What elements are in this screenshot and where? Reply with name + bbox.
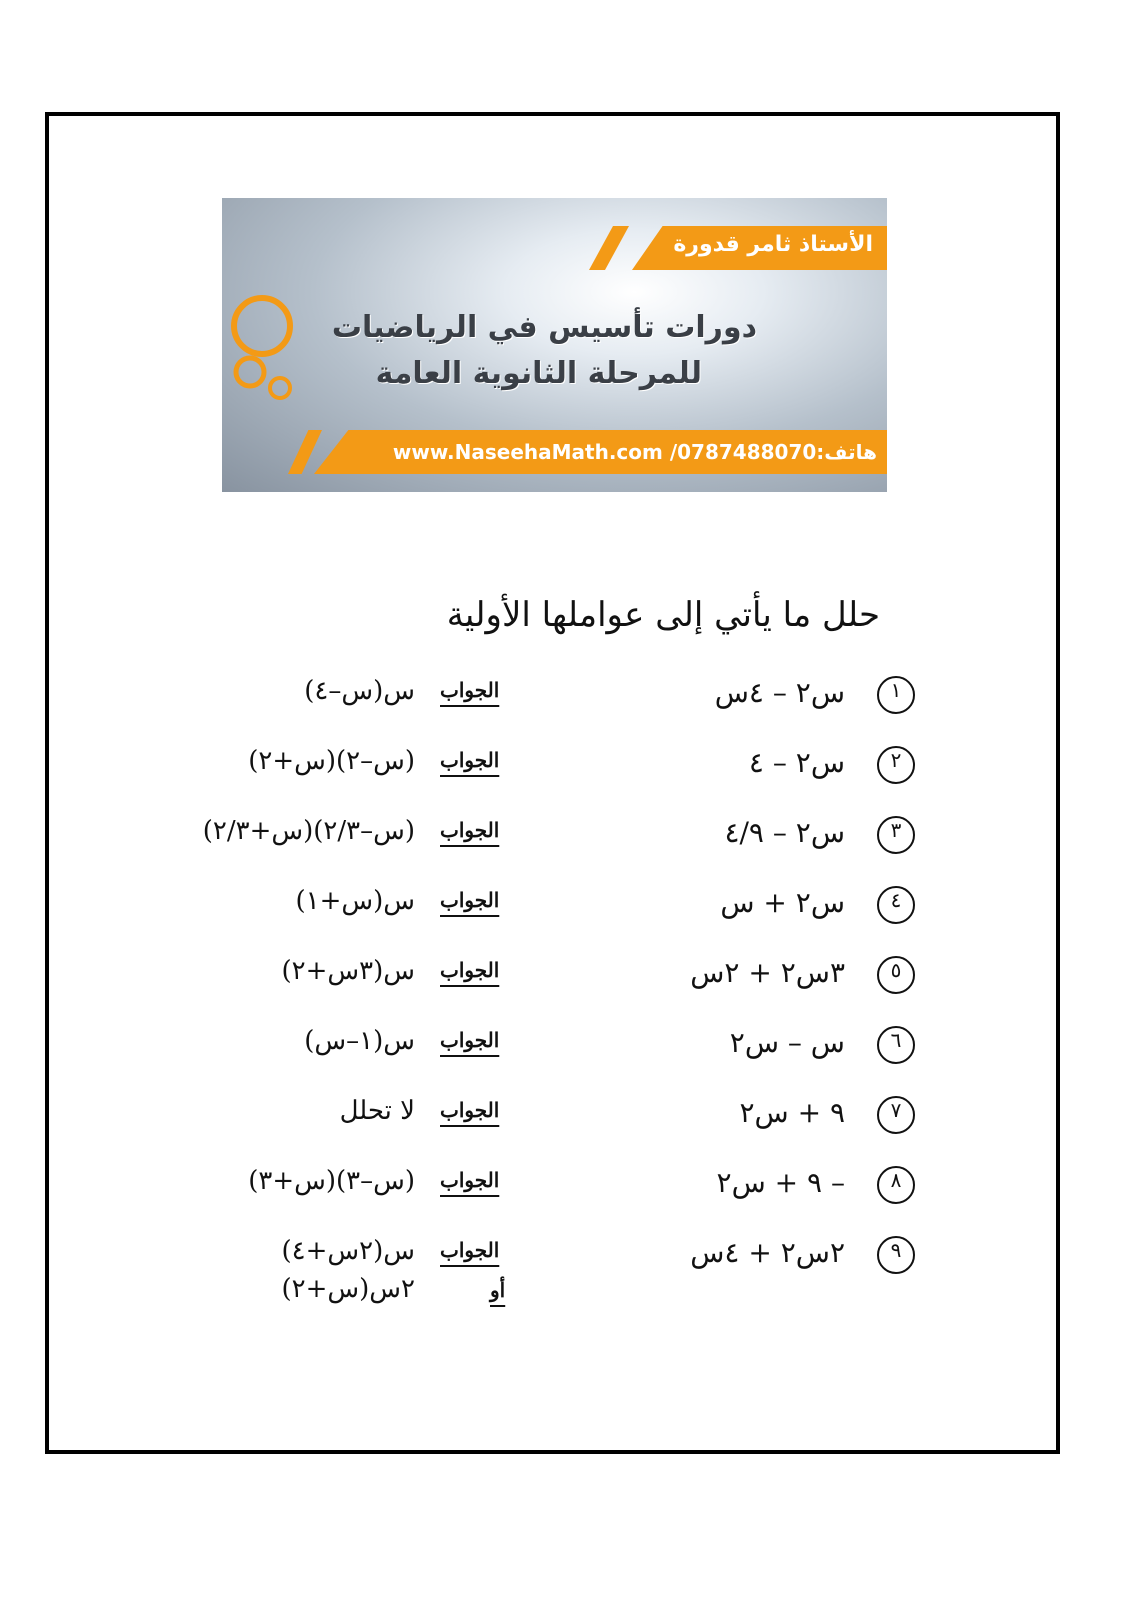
exercise-question: ٢س٢ + ٤س bbox=[690, 1236, 845, 1269]
exercise-question: س٢ + س bbox=[720, 886, 845, 919]
answer-label: الجواب bbox=[440, 1028, 500, 1052]
answer-label: الجواب bbox=[440, 888, 500, 912]
answer-label: الجواب bbox=[440, 1168, 500, 1192]
exercise-answer-alt: ٢س(س+٢) bbox=[281, 1274, 415, 1304]
exercise-number: ٦ bbox=[877, 1026, 915, 1064]
exercise-answer: س(٣س+٢) bbox=[281, 956, 415, 986]
exercise-answer: (س–٢/٣)(س+٢/٣) bbox=[202, 816, 415, 846]
exercise-row bbox=[170, 1160, 940, 1220]
answer-label: الجواب bbox=[440, 958, 500, 982]
exercise-row bbox=[170, 810, 940, 870]
answer-label: الجواب bbox=[440, 818, 500, 842]
exercise-question: س٢ – ٤س bbox=[714, 676, 845, 709]
banner-accent-stripe bbox=[589, 226, 629, 270]
answer-label: الجواب bbox=[440, 678, 500, 702]
exercise-row bbox=[170, 1090, 940, 1150]
worksheet bbox=[170, 565, 940, 1325]
exercise-row bbox=[170, 740, 940, 800]
decorative-circles bbox=[222, 288, 312, 428]
exercise-answer: (س–٢)(س+٢) bbox=[248, 746, 415, 776]
exercise-question: ٣س٢ + ٢س bbox=[690, 956, 845, 989]
exercise-number: ١ bbox=[877, 676, 915, 714]
exercise-number: ٧ bbox=[877, 1096, 915, 1134]
or-label: أو bbox=[490, 1278, 506, 1302]
exercise-answer: س(س–٤) bbox=[304, 676, 415, 706]
exercise-row bbox=[170, 1230, 940, 1320]
exercise-row bbox=[170, 1020, 940, 1080]
exercise-number: ٣ bbox=[877, 816, 915, 854]
exercise-answer: (س–٣)(س+٣) bbox=[248, 1166, 415, 1196]
exercise-answer: س(٢س+٤) bbox=[281, 1236, 415, 1266]
banner-headline: دورات تأسيس في الرياضيات bbox=[331, 310, 757, 345]
exercise-row bbox=[170, 670, 940, 730]
banner-contact: www.NaseehaMath.com /0787488070:هاتف bbox=[392, 440, 877, 464]
banner-subheadline: للمرحلة الثانوية العامة bbox=[375, 356, 702, 391]
exercise-answer: س(س+١) bbox=[295, 886, 415, 916]
exercise-number: ٢ bbox=[877, 746, 915, 784]
exercise-question: ٩ + س٢ bbox=[739, 1096, 845, 1129]
exercise-question: – ٩ + س٢ bbox=[716, 1166, 845, 1199]
exercise-number: ٥ bbox=[877, 956, 915, 994]
teacher-name: الأستاذ ثامر قدورة bbox=[673, 232, 873, 257]
exercise-number: ٤ bbox=[877, 886, 915, 924]
exercise-question: س٢ – ٤ bbox=[748, 746, 845, 779]
exercise-number: ٨ bbox=[877, 1166, 915, 1204]
answer-label: الجواب bbox=[440, 1098, 500, 1122]
exercise-row bbox=[170, 880, 940, 940]
answer-label: الجواب bbox=[440, 1238, 500, 1262]
header-banner bbox=[222, 198, 887, 492]
exercise-answer: لا تحلل bbox=[339, 1096, 415, 1126]
banner-accent-stripe-bottom bbox=[288, 430, 322, 474]
worksheet-title: حلل ما يأتي إلى عواملها الأولية bbox=[446, 595, 880, 635]
exercise-question: س٢ – ٤/٩ bbox=[724, 816, 845, 849]
exercise-number: ٩ bbox=[877, 1236, 915, 1274]
exercise-row bbox=[170, 950, 940, 1010]
exercise-answer: س(١–س) bbox=[304, 1026, 415, 1056]
exercise-question: س – س٢ bbox=[729, 1026, 845, 1059]
answer-label: الجواب bbox=[440, 748, 500, 772]
